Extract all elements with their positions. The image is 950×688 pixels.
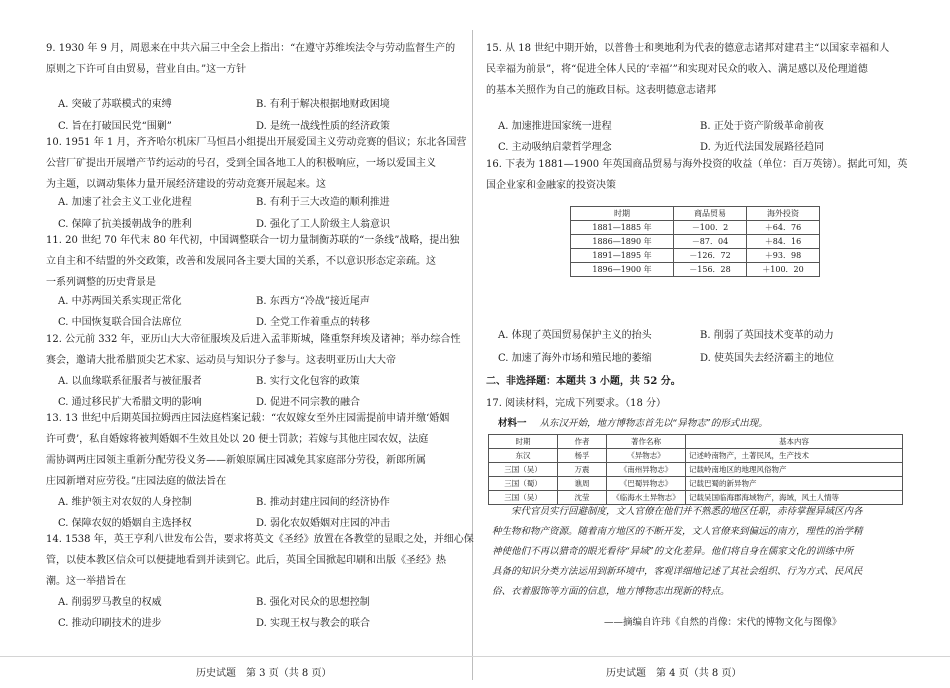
question-11-line-3: 一系列调整的历史背景是 (46, 277, 156, 288)
table-cell: 记载吴国临海郡海域物产，海域，风土人情等 (686, 491, 903, 505)
page-3 (0, 0, 472, 688)
paragraph-line: 种生物和物产资源。随着南方地区的不断开发，文人官僚来到偏远的南方，理性的治学精 (492, 526, 863, 537)
question-13-option-d: D. 弱化农奴婚姻对庄园的冲击 (256, 518, 391, 529)
table-cell: ＋64．76 (747, 221, 820, 235)
question-16-line-2: 国企业家和金融家的投资决策 (486, 180, 616, 191)
material-1-line (498, 415, 768, 429)
table-cell: 《巴蜀异物志》 (607, 477, 686, 491)
question-15-line-3: 的基本关照作为自己的施政目标。这表明德意志诸邦 (486, 85, 716, 96)
question-9 (46, 38, 455, 80)
table-header-row (489, 435, 903, 449)
question-16-option-b: B. 削弱了英国技术变革的动力 (700, 330, 834, 341)
question-15-line-2: 民幸福为前景”，将“促进全体人民的‘幸福’”和实现对民众的收入、满足感以及伦理道德 (486, 64, 868, 75)
question-10-line-3: 为主题，以调动集体力量开展经济建设的劳动竞赛开展起来。这 (46, 179, 326, 190)
section-2-heading: 二、非选择题：本题共 3 小题，共 52 分。 (486, 376, 681, 387)
question-11-option-b: B. 东西方“冷战”接近尾声 (256, 296, 370, 307)
question-9-option-a: A. 突破了苏联模式的束缚 (58, 99, 172, 110)
page-3-footer: 历史试题 第 3 页（共 8 页） (196, 668, 332, 679)
local-records-table (488, 434, 903, 505)
table-cell: 记载巴蜀的新异物产 (686, 477, 903, 491)
question-14-option-d: D. 实现王权与教会的联合 (256, 618, 371, 629)
table-cell: 《临海水土异物志》 (607, 491, 686, 505)
question-13-line-2: 许可费’，私自婚嫁将被判婚姻不生效且处以 20 便士罚款；若嫁与其他庄园农奴，法庭 (46, 434, 429, 445)
table-cell: 东汉 (489, 449, 558, 463)
table-row (571, 221, 820, 235)
question-15-line-1: 15. 从 18 世纪中期开始，以普鲁士和奥地利为代表的德意志诸邦对建君主“以国家幸福和人 (486, 43, 890, 54)
paragraph-line: 俗、衣着服饰等方面的信息，地方博物志出现新的特点。 (492, 586, 730, 597)
table-cell: 《南州异物志》 (607, 463, 686, 477)
question-14-line-2: 管，以使本教区信众可以便捷地看到并读到它。此后，英国全国掀起印刷和出版《圣经》热 (46, 555, 446, 566)
table-header-cell: 商品贸易 (674, 207, 747, 221)
table-header-cell: 时期 (571, 207, 674, 221)
question-17-intro: 17. 阅读材料，完成下列要求。（18 分） (486, 398, 666, 409)
question-9-option-b: B. 有利于解决根据地财政困境 (256, 99, 390, 110)
table-header-cell: 著作名称 (607, 435, 686, 449)
question-13-option-b: B. 推动封建庄园间的经济协作 (256, 497, 390, 508)
question-14-option-a: A. 削弱罗马教皇的权威 (58, 597, 162, 608)
question-13-line-4: 庄园新增对应劳役。”庄园法庭的做法旨在 (46, 476, 227, 487)
question-10-line-1: 10. 1951 年 1 月，齐齐哈尔机床厂马恒昌小组提出开展爱国主义劳动竞赛的倡议；东北各国营 (46, 137, 467, 148)
table-cell: 《异物志》 (607, 449, 686, 463)
table-header-cell: 时期 (489, 435, 558, 449)
table-cell: 记述岭南物产，土著民风，生产技术 (686, 449, 903, 463)
question-11 (46, 230, 459, 293)
question-14-line-3: 潮。这一举措旨在 (46, 576, 126, 587)
material-1-text: 从东汉开始，地方博物志首先以“异物志”的形式出现。 (539, 418, 768, 429)
question-12-option-b: B. 实行文化包容的政策 (256, 376, 360, 387)
page-4-footer: 历史试题 第 4 页（共 8 页） (606, 668, 742, 679)
table-cell: 1881—1885 年 (571, 221, 674, 235)
table-row (489, 449, 903, 463)
question-9-line-1: 9. 1930 年 9 月，周恩来在中共六届三中全会上指出：“在遵守苏维埃法令与劳动监督生产的 (46, 43, 456, 54)
question-11-option-c: C. 中国恢复联合国合法席位 (58, 317, 182, 328)
page-4 (478, 0, 950, 688)
table-header-cell: 基本内容 (686, 435, 903, 449)
table-row (489, 477, 903, 491)
question-12-line-1: 12. 公元前 332 年，亚历山大大帝征服埃及后进入孟菲斯城，隆重祭拜埃及诸神；举办综合性 (46, 334, 461, 345)
question-14-option-b: B. 强化对民众的思想控制 (256, 597, 370, 608)
question-10-line-2: 公营厂矿提出开展增产节约运动的号召，受到全国各地工人的积极响应，一场以爱国主义 (46, 158, 436, 169)
table-header-cell: 作者 (558, 435, 607, 449)
table-cell: ＋93．98 (747, 249, 820, 263)
question-10 (46, 132, 466, 195)
table-cell: －156．28 (674, 263, 747, 277)
table-cell: ＋84．16 (747, 235, 820, 249)
question-16-option-a: A. 体现了英国贸易保护主义的抬头 (498, 330, 652, 341)
question-10-option-d: D. 强化了工人阶级主人翁意识 (256, 219, 391, 230)
table-row (571, 263, 820, 277)
question-16-option-d: D. 使英国失去经济霸主的地位 (700, 353, 835, 364)
question-11-option-d: D. 全党工作着重点的转移 (256, 317, 371, 328)
question-14-line-1: 14. 1538 年，英王亨利八世发布公告，要求将英文《圣经》放置在各教堂的显眼之处，并细心保 (46, 534, 474, 545)
table-cell: 1891—1895 年 (571, 249, 674, 263)
question-15-option-c: C. 主动吸纳启蒙哲学理念 (498, 142, 612, 153)
question-15-option-b: B. 正处于资产阶级革命前夜 (700, 121, 824, 132)
question-11-option-a: A. 中苏两国关系实现正常化 (58, 296, 182, 307)
question-14-option-c: C. 推动印刷技术的进步 (58, 618, 162, 629)
table-row (571, 249, 820, 263)
paragraph-line: 具备的知识分类方法运用到新环境中，客观详细地记述了其社会组织、行为方式、民风民 (492, 566, 863, 577)
table-cell: －87．04 (674, 235, 747, 249)
question-11-line-1: 11. 20 世纪 70 年代末 80 年代初，中国调整联合一切力量制衡苏联的“一条线”战略，提出独 (46, 235, 460, 246)
table-cell: 记载岭南地区的地理风俗物产 (686, 463, 903, 477)
table-cell: 1886—1890 年 (571, 235, 674, 249)
table-cell: 1896—1900 年 (571, 263, 674, 277)
question-15-option-a: A. 加速推进国家统一进程 (498, 121, 612, 132)
table-cell: 杨孚 (558, 449, 607, 463)
question-12-line-2: 赛会，邀请大批希腊顶尖艺术家、运动员与知识分子参与。这表明亚历山大大帝 (46, 355, 396, 366)
table-header-cell: 海外投资 (747, 207, 820, 221)
question-13-line-1: 13. 13 世纪中后期英国拉姆西庄园法庭档案记载：“农奴嫁女至外庄园需提前申请并缴‘婚姻 (46, 413, 450, 424)
table-row (571, 235, 820, 249)
question-11-line-2: 立自主和不结盟的外交政策，改善和发展同各主要大国的关系，不以意识形态定亲疏。这 (46, 256, 436, 267)
table-row (489, 463, 903, 477)
trade-investment-table (570, 206, 820, 277)
table-cell: 沈莹 (558, 491, 607, 505)
question-10-option-c: C. 保障了抗美援朝战争的胜利 (58, 219, 192, 230)
question-12-option-d: D. 促进不同宗教的融合 (256, 397, 361, 408)
table-header-row (571, 207, 820, 221)
question-10-option-a: A. 加速了社会主义工业化进程 (58, 197, 192, 208)
table-cell: 万震 (558, 463, 607, 477)
question-16-option-c: C. 加速了海外市场和殖民地的萎缩 (498, 353, 652, 364)
material-1-paragraph (492, 502, 863, 602)
material-1-source: ——摘编自许玮《自然的肖像：宋代的博物文化与图像》 (604, 617, 842, 628)
question-15-option-d: D. 为近代法国发展路径趋同 (700, 142, 825, 153)
question-13-option-a: A. 维护领主对农奴的人身控制 (58, 497, 192, 508)
table-cell: －126．72 (674, 249, 747, 263)
paragraph-line: 神使他们不再以猎奇的眼光看待“异域”的文化差异。他们将自身在儒家文化的训练中所 (492, 546, 854, 557)
table-cell: ＋100．20 (747, 263, 820, 277)
question-16 (486, 154, 907, 196)
question-9-option-c: C. 旨在打破国民党“围剿” (58, 121, 172, 132)
table-cell: 三国（吴） (489, 491, 558, 505)
question-16-line-1: 16. 下表为 1881—1900 年英国商品贸易与海外投资的收益（单位：百万英镑）。据此可知，英 (486, 159, 908, 170)
question-9-option-d: D. 是统一战线性质的经济政策 (256, 121, 391, 132)
question-12 (46, 329, 461, 371)
question-13-line-3: 需协调两庄园领主重新分配劳役义务——新娘原属庄园减免其家庭部分劳役，新郎所属 (46, 455, 426, 466)
question-9-line-2: 原则之下许可自由贸易，营业自由。”这一方针 (46, 64, 247, 75)
table-cell: 三国（吴） (489, 463, 558, 477)
table-cell: －100．2 (674, 221, 747, 235)
question-13 (46, 408, 449, 492)
table-cell: 三国（蜀） (489, 477, 558, 491)
question-12-option-a: A. 以血缘联系征服者与被征服者 (58, 376, 202, 387)
paragraph-line: 宋代官员实行回避制度，文人官僚在他们并不熟悉的地区任职，赤待掌握异域区内各 (511, 506, 863, 517)
question-12-option-c: C. 通过移民扩大希腊文明的影响 (58, 397, 202, 408)
question-13-option-c: C. 保障农奴的婚姻自主选择权 (58, 518, 192, 529)
table-cell: 谯周 (558, 477, 607, 491)
question-15 (486, 38, 889, 101)
material-1-label: 材料一 (498, 418, 527, 429)
question-14 (46, 529, 474, 592)
question-10-option-b: B. 有利于三大改造的顺利推进 (256, 197, 390, 208)
